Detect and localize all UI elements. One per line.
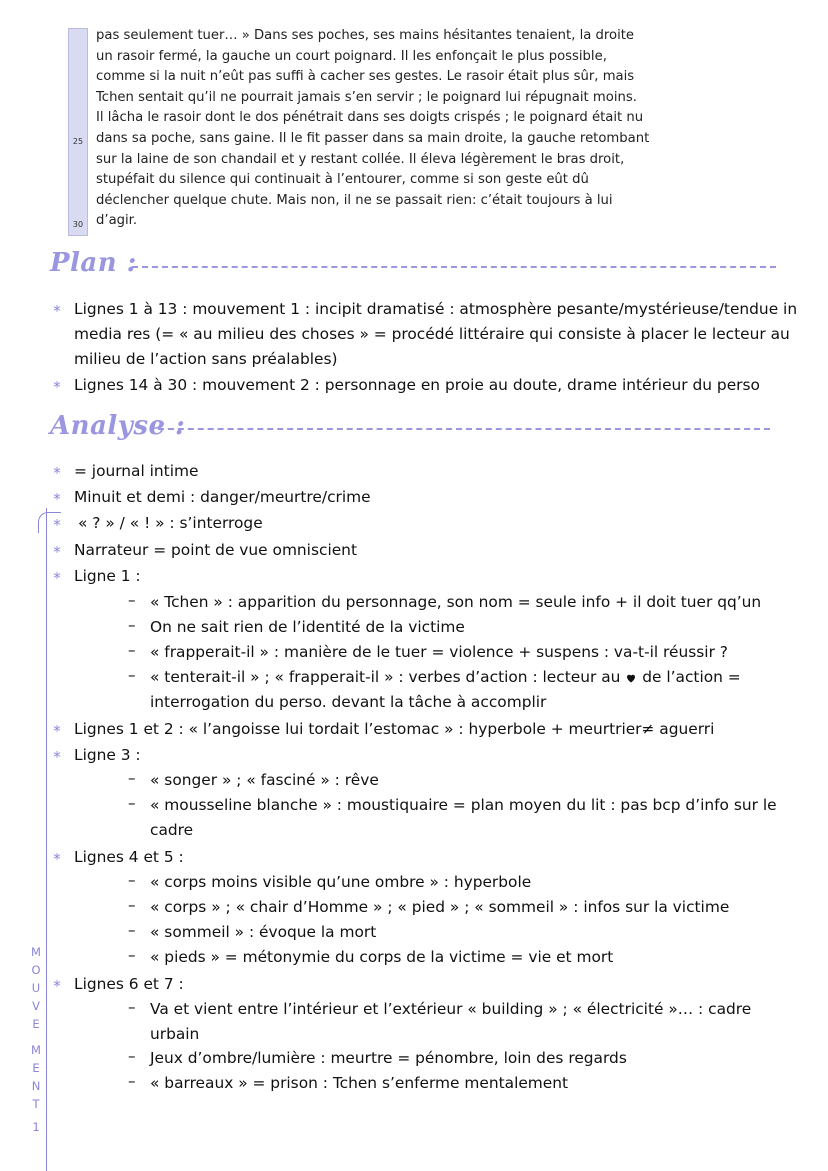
dash-marker: – [128,616,136,634]
movement-letter: E [32,1061,40,1075]
movement-bracket [46,508,47,1171]
dash-marker: – [128,769,136,787]
line-number-25: 25 [72,137,84,146]
analyse-subitem [150,665,741,690]
dash-marker: – [128,591,136,609]
movement-letter: V [32,999,40,1013]
analyse-item: « ? » / « ! » : s’interroge [78,514,263,532]
analyse-subitem: interrogation du perso. devant la tâche à accomplir [150,693,547,711]
movement-letter: E [32,1017,40,1031]
analyse-subitem: « pieds » = métonymie du corps de la victime = vie et mort [150,948,614,966]
analyse-subitem: On ne sait rien de l’identité de la victime [150,618,465,636]
line-number-bar [68,28,88,236]
plan-item-2: Lignes 14 à 30 : mouvement 2 : personnage en proie au doute, drame intérieur du perso [74,376,760,394]
heart-icon [625,672,637,684]
analyse-subitem: « mousseline blanche » : moustiquaire = plan moyen du lit : pas bcp d’info sur le [150,796,777,814]
bullet-icon: * [53,977,61,995]
analyse-item: Narrateur = point de vue omniscient [74,541,357,559]
excerpt-line: Il lâcha le rasoir dont le dos pénétrait dans ses doigts crispés ; le poignard était nu [96,110,644,126]
excerpt-line: d’agir. [96,213,138,229]
analyse-subitem: Jeux d’ombre/lumière : meurtre = pénombre, loin des regards [150,1049,627,1067]
bullet-icon: * [53,378,61,396]
excerpt-text [96,26,668,232]
bullet-icon: * [53,748,61,766]
analyse-subitem: « corps moins visible qu’une ombre » : hyperbole [150,873,532,891]
movement-letter: O [31,963,41,977]
dash-marker: – [128,1072,136,1090]
excerpt-line: Tchen sentait qu’il ne pourrait jamais s’en servir ; le poignard lui répugnait moins. [96,89,637,105]
dash-marker: – [128,896,136,914]
dash-marker: – [128,794,136,812]
analyse-item: = journal intime [74,462,199,480]
plan-heading: Plan : [50,248,137,278]
dash-marker: – [128,998,136,1016]
bullet-icon: * [53,722,61,740]
dash-marker: – [128,946,136,964]
plan-item-1-line: Lignes 1 à 13 : mouvement 1 : incipit dramatisé : atmosphère pesante/mystérieuse/tendue in [74,300,798,318]
movement-letter: M [31,945,41,959]
movement-letter: M [31,1043,41,1057]
dash-marker: – [128,871,136,889]
analyse-item: Ligne 1 : [74,567,141,585]
bullet-icon: * [53,543,61,561]
analyse-item: Ligne 3 : [74,746,141,764]
plan-divider [132,266,776,268]
dash-marker: – [128,1047,136,1065]
analyse-subitem: cadre [150,821,194,839]
dash-marker: – [128,641,136,659]
analyse-subitem: Va et vient entre l’intérieur et l’extérieur « building » ; « électricité »… : cadre [150,1000,752,1018]
analyse-subitem: « barreaux » = prison : Tchen s’enferme mentalement [150,1074,569,1092]
analyse-subitem: « corps » ; « chair d’Homme » ; « pied » ; « sommeil » : infos sur la victime [150,898,730,916]
excerpt-line: un rasoir fermé, la gauche un court poignard. Il les enfonçait le plus possible, [96,48,607,64]
movement-letter: U [31,981,41,995]
bullet-icon: * [53,302,61,320]
analyse-divider [158,428,770,430]
analyse-subitem-part: de l’action = [642,668,741,686]
analyse-subitem: urbain [150,1025,200,1043]
plan-item-1-line: milieu de l’action sans préalables) [74,350,338,368]
bullet-icon: * [53,490,61,508]
excerpt-line: sur la laine de son chandail et y restant collée. Il éleva légèrement le bras droit, [96,151,625,167]
movement-letter: N [31,1079,41,1093]
excerpt-line: pas seulement tuer… » Dans ses poches, ses mains hésitantes tenaient, la droite [96,28,635,43]
analyse-heading: Analyse : [50,411,186,441]
bullet-icon: * [53,850,61,868]
excerpt-line: comme si la nuit n’eût pas suffi à cacher ses gestes. Le rasoir était plus sûr, mais [96,69,635,85]
analyse-subitem: « sommeil » : évoque la mort [150,923,377,941]
excerpt-line: dans sa poche, sans gaine. Il le fit passer dans sa main droite, la gauche retombant [96,130,650,146]
plan-item-1-line: media res (= « au milieu des choses » = procédé littéraire qui consiste à placer le lecteur au [74,325,790,343]
analyse-subitem: « frapperait-il » : manière de le tuer = violence + suspens : va-t-il réussir ? [150,643,728,661]
bullet-icon: * [53,464,61,482]
analyse-subitem: « songer » ; « fasciné » : rêve [150,771,379,789]
dash-marker: – [128,666,136,684]
excerpt-line: stupéfait du silence qui continuait à l’entourer, comme si son geste eût dû [96,172,589,188]
analyse-subitem: « Tchen » : apparition du personnage, son nom = seule info + il doit tuer qq’un [150,593,762,611]
bullet-icon: * [53,569,61,587]
movement-letter: 1 [32,1120,40,1134]
analyse-item: Lignes 1 et 2 : « l’angoisse lui tordait l’estomac » : hyperbole + meurtrier≠ aguerri [74,720,715,738]
dash-marker: – [128,921,136,939]
analyse-item: Minuit et demi : danger/meurtre/crime [74,488,371,506]
line-number-30: 30 [72,220,84,229]
movement-letter: T [32,1097,40,1111]
analyse-subitem-part: « tenterait-il » ; « frapperait-il » : verbes d’action : lecteur au [150,668,621,686]
excerpt-line: déclencher quelque chute. Mais non, il ne se passait rien: c’était toujours à lui [96,192,613,208]
analyse-item: Lignes 6 et 7 : [74,975,184,993]
bullet-icon: * [53,516,61,534]
analyse-item: Lignes 4 et 5 : [74,848,184,866]
